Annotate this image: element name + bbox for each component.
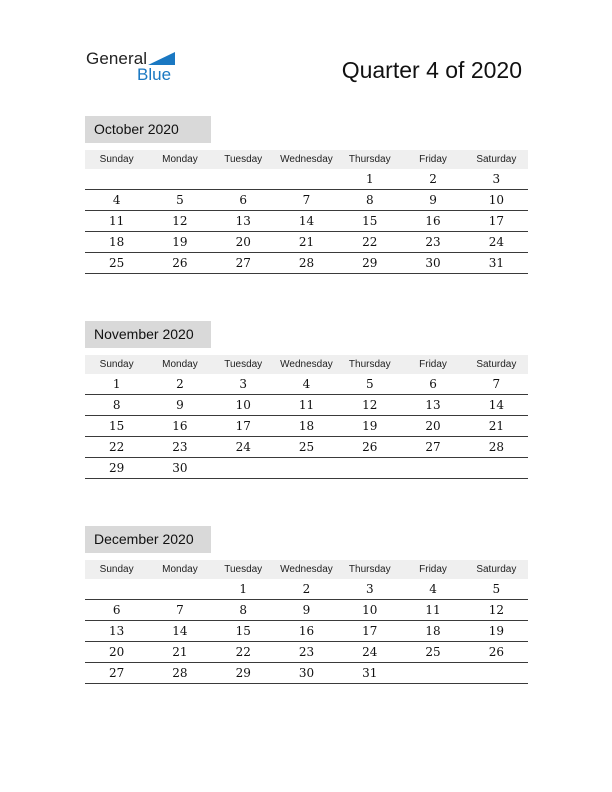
calendar-grid (85, 560, 528, 684)
week-row (85, 253, 528, 274)
weekday-label: Saturday (465, 560, 528, 579)
day-cell: 23 (275, 642, 338, 663)
day-cell (212, 458, 275, 479)
day-cell: 21 (148, 642, 211, 663)
day-cell: 21 (465, 416, 528, 437)
weekday-label: Wednesday (275, 560, 338, 579)
day-cell: 12 (465, 600, 528, 621)
day-cell: 8 (212, 600, 275, 621)
month-november (85, 321, 528, 479)
day-cell: 16 (148, 416, 211, 437)
day-cell: 9 (148, 395, 211, 416)
day-cell: 18 (401, 621, 464, 642)
day-cell: 25 (275, 437, 338, 458)
month-title: November 2020 (85, 321, 211, 348)
day-cell: 18 (275, 416, 338, 437)
day-cell (338, 458, 401, 479)
day-cell: 11 (401, 600, 464, 621)
day-cell: 13 (85, 621, 148, 642)
day-cell: 16 (275, 621, 338, 642)
day-cell (85, 579, 148, 600)
weekday-label: Friday (401, 560, 464, 579)
weekday-label: Sunday (85, 150, 148, 169)
day-cell (148, 169, 211, 190)
day-cell: 29 (212, 663, 275, 684)
day-cell: 10 (338, 600, 401, 621)
weekday-label: Sunday (85, 560, 148, 579)
day-cell: 25 (85, 253, 148, 274)
day-cell: 27 (401, 437, 464, 458)
day-cell: 7 (465, 374, 528, 395)
day-cell: 19 (148, 232, 211, 253)
logo-triangle-icon (148, 52, 175, 65)
weekday-label: Thursday (338, 355, 401, 374)
day-cell (148, 579, 211, 600)
week-row (85, 416, 528, 437)
weekday-label: Monday (148, 355, 211, 374)
day-cell: 11 (275, 395, 338, 416)
day-cell: 12 (148, 211, 211, 232)
day-cell: 2 (275, 579, 338, 600)
day-cell: 26 (465, 642, 528, 663)
day-cell: 1 (338, 169, 401, 190)
day-cell: 5 (338, 374, 401, 395)
day-cell: 30 (148, 458, 211, 479)
month-title: December 2020 (85, 526, 211, 553)
month-december (85, 526, 528, 684)
weekday-label: Wednesday (275, 150, 338, 169)
day-cell: 8 (85, 395, 148, 416)
day-cell: 18 (85, 232, 148, 253)
day-cell: 9 (275, 600, 338, 621)
day-cell: 4 (85, 190, 148, 211)
day-cell: 2 (148, 374, 211, 395)
day-cell: 24 (212, 437, 275, 458)
day-cell: 28 (275, 253, 338, 274)
day-cell: 3 (212, 374, 275, 395)
day-cell: 22 (212, 642, 275, 663)
day-cell: 20 (85, 642, 148, 663)
day-cell: 2 (401, 169, 464, 190)
day-cell: 28 (465, 437, 528, 458)
day-cell: 15 (212, 621, 275, 642)
day-cell: 24 (465, 232, 528, 253)
weekday-label: Tuesday (212, 150, 275, 169)
week-row (85, 458, 528, 479)
day-cell: 6 (401, 374, 464, 395)
week-row (85, 190, 528, 211)
logo-text-blue: Blue (137, 65, 172, 84)
day-cell: 14 (465, 395, 528, 416)
day-cell: 14 (275, 211, 338, 232)
day-cell: 31 (465, 253, 528, 274)
weekday-label: Friday (401, 150, 464, 169)
weekday-label: Tuesday (212, 560, 275, 579)
day-cell: 1 (85, 374, 148, 395)
day-cell: 21 (275, 232, 338, 253)
day-cell (275, 169, 338, 190)
day-cell: 28 (148, 663, 211, 684)
weekday-label: Wednesday (275, 355, 338, 374)
day-cell: 5 (465, 579, 528, 600)
day-cell: 9 (401, 190, 464, 211)
page-title: Quarter 4 of 2020 (341, 57, 522, 83)
day-cell: 29 (85, 458, 148, 479)
day-cell: 31 (338, 663, 401, 684)
day-cell: 14 (148, 621, 211, 642)
day-cell: 5 (148, 190, 211, 211)
day-cell: 19 (338, 416, 401, 437)
day-cell: 17 (338, 621, 401, 642)
month-october (85, 116, 528, 274)
day-cell: 6 (85, 600, 148, 621)
day-cell: 19 (465, 621, 528, 642)
day-cell: 15 (338, 211, 401, 232)
day-cell: 30 (401, 253, 464, 274)
week-row (85, 621, 528, 642)
day-cell (85, 169, 148, 190)
week-row (85, 169, 528, 190)
day-cell: 10 (212, 395, 275, 416)
day-cell: 17 (465, 211, 528, 232)
weekday-header-row (85, 560, 528, 579)
day-cell: 15 (85, 416, 148, 437)
day-cell: 22 (85, 437, 148, 458)
day-cell: 4 (275, 374, 338, 395)
day-cell: 23 (401, 232, 464, 253)
day-cell: 12 (338, 395, 401, 416)
week-row (85, 374, 528, 395)
day-cell: 24 (338, 642, 401, 663)
weekday-label: Saturday (465, 150, 528, 169)
week-row (85, 579, 528, 600)
logo-text-general: General (86, 49, 148, 68)
month-title: October 2020 (85, 116, 211, 143)
day-cell: 17 (212, 416, 275, 437)
day-cell (401, 458, 464, 479)
day-cell: 3 (465, 169, 528, 190)
week-row (85, 600, 528, 621)
day-cell: 13 (212, 211, 275, 232)
day-cell (275, 458, 338, 479)
weekday-label: Thursday (338, 150, 401, 169)
weekday-label: Sunday (85, 355, 148, 374)
day-cell: 6 (212, 190, 275, 211)
day-cell: 7 (275, 190, 338, 211)
weekday-label: Friday (401, 355, 464, 374)
day-cell: 8 (338, 190, 401, 211)
day-cell: 23 (148, 437, 211, 458)
week-row (85, 211, 528, 232)
weekday-header-row (85, 150, 528, 169)
weekday-label: Monday (148, 560, 211, 579)
day-cell: 3 (338, 579, 401, 600)
day-cell: 7 (148, 600, 211, 621)
weekday-header-row (85, 355, 528, 374)
calendar-grid (85, 355, 528, 479)
weekday-label: Tuesday (212, 355, 275, 374)
day-cell: 11 (85, 211, 148, 232)
calendar-grid (85, 150, 528, 274)
day-cell: 29 (338, 253, 401, 274)
day-cell: 4 (401, 579, 464, 600)
day-cell: 27 (85, 663, 148, 684)
day-cell: 27 (212, 253, 275, 274)
day-cell (465, 663, 528, 684)
day-cell: 26 (338, 437, 401, 458)
week-row (85, 395, 528, 416)
weekday-label: Thursday (338, 560, 401, 579)
day-cell (465, 458, 528, 479)
day-cell: 26 (148, 253, 211, 274)
week-row (85, 663, 528, 684)
day-cell: 22 (338, 232, 401, 253)
day-cell: 25 (401, 642, 464, 663)
brand-logo (86, 49, 186, 85)
day-cell: 10 (465, 190, 528, 211)
day-cell: 20 (401, 416, 464, 437)
day-cell: 16 (401, 211, 464, 232)
day-cell: 30 (275, 663, 338, 684)
day-cell: 1 (212, 579, 275, 600)
day-cell: 20 (212, 232, 275, 253)
week-row (85, 437, 528, 458)
week-row (85, 232, 528, 253)
week-row (85, 642, 528, 663)
day-cell: 13 (401, 395, 464, 416)
weekday-label: Saturday (465, 355, 528, 374)
day-cell (401, 663, 464, 684)
weekday-label: Monday (148, 150, 211, 169)
day-cell (212, 169, 275, 190)
